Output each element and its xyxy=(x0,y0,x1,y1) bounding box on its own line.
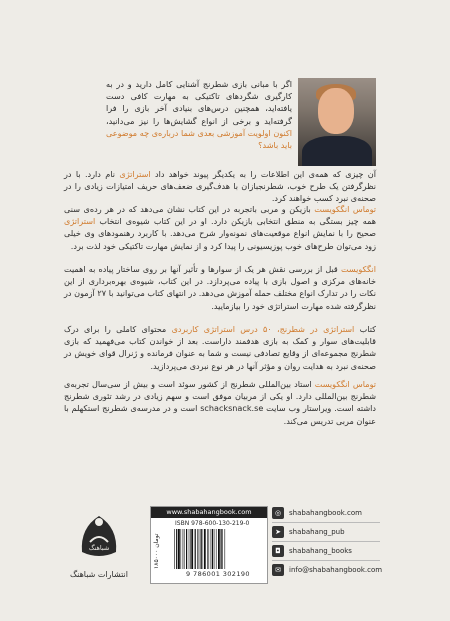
barcode-bar xyxy=(178,529,180,569)
telegram-icon: ➤ xyxy=(272,526,284,538)
social-row-instagram xyxy=(272,542,380,561)
barcode-bars xyxy=(173,529,263,569)
strategy-keyword: استراتژی xyxy=(119,169,151,179)
email-icon: ✉ xyxy=(272,564,284,576)
barcode-bar xyxy=(197,529,198,569)
barcode-bar xyxy=(191,529,193,569)
book-title: استراتژی در شطرنج، ۵۰ درس استراتژی کاربردی xyxy=(171,324,355,334)
intro-paragraph xyxy=(106,78,292,151)
barcode-bar xyxy=(189,529,190,569)
barcode-bar xyxy=(225,529,226,569)
barcode-bar xyxy=(199,529,200,569)
barcode-bar xyxy=(212,529,213,569)
barcode-bar xyxy=(195,529,196,569)
barcode-bar xyxy=(211,529,212,569)
barcode-bar xyxy=(176,529,177,569)
author-face xyxy=(318,88,354,134)
intro-question: اکنون اولویت آموزشی بعدی شما درباره‌ی چه موضوعی باید باشد؟ xyxy=(106,127,292,151)
barcode-number: 9 786001 302190 xyxy=(186,570,250,578)
barcode-bar xyxy=(184,529,185,569)
barcode-bar xyxy=(222,529,223,569)
barcode-bar xyxy=(181,529,182,569)
barcode-bar xyxy=(209,529,210,569)
author-intro-text: بازیکن و مربی باتجربه در این کتاب نشان می‌دهد که در هر رده‌ی سنی همه چیز بستگی به منطق انتخابی بازیکن دارد. او در این کتاب شیوه‌ی انتخاب xyxy=(64,204,376,227)
publisher-name: انتشارات شباهنگ xyxy=(70,570,128,579)
strategy-text: آن چیزی که همه‌ی این اطلاعات را به یکدیگر پیوند خواهد داد xyxy=(150,169,376,179)
strategy-paragraph xyxy=(64,168,376,205)
bio-author-name: توماس انگکویست xyxy=(314,379,377,389)
instagram-icon: ◘ xyxy=(272,545,284,557)
author-surname: انگکویست xyxy=(340,264,376,274)
social-row-web xyxy=(272,504,380,523)
isbn-label: ISBN 978-600-130-219-0 xyxy=(175,520,250,527)
bio-paragraph xyxy=(64,378,376,427)
social-label-web: shabahangbook.com xyxy=(289,509,362,517)
publisher-logo xyxy=(72,508,126,568)
barcode-bar xyxy=(190,529,191,569)
barcode-bar xyxy=(174,529,175,569)
social-label-telegram: shabahang_pub xyxy=(289,528,345,536)
intro-text: اگر با مبانی بازی شطرنج آشنایی کامل دارید و در به کارگیری شگردهای تاکتیکی به مهارت کافی دست یافته‌اید، همچنین درس‌های بنیادی آخر بازی را فرا گرفته‌اید و برخی از انواع گشایش‌ها را نیز می‌دانید، xyxy=(106,79,292,126)
author-name: توماس انگکویست xyxy=(314,204,377,214)
barcode-bar xyxy=(218,529,220,569)
author-jacket xyxy=(302,136,372,166)
author-intro-paragraph xyxy=(64,203,376,252)
barcode-bar xyxy=(201,529,202,569)
book-text-after: محتوای کاملی را برای درک قابلیت‌های سوار و کمک به بازی هدفمند داراست. بعد از خواندن کتاب می‌فهمید که بازی شطرنج مجموعه‌ای از وقایع تصادفی نیست و شما به عنوان فرمانده و ژنرال قوای خویش در صحنه‌ی نبرد به هدایت روان و مؤثر آنها در هر نوع نبردی می‌پردازید. xyxy=(64,324,376,371)
author-intro-text-after: صحیح را با نمایش انواع موقعیت‌های نمونه‌وار شرح می‌دهد. با کاربرد رهنمودهای وی خیلی زود می‌توان طرح‌های خوب پوزیسیونی را پیدا کرد و از نمایش مهارت تاکتیکی خود لذت برد. xyxy=(64,228,376,251)
social-label-email: info@shabahangbook.com xyxy=(289,566,383,574)
book-paragraph xyxy=(64,323,376,372)
web-icon: ◎ xyxy=(272,507,284,519)
barcode-bar xyxy=(200,529,201,569)
publisher-logo-text: شباهنگ xyxy=(88,544,110,552)
strategy-keyword-2: استراتژی xyxy=(64,216,96,227)
content-paragraph xyxy=(64,263,376,312)
barcode-bar xyxy=(183,529,184,569)
barcode-bar xyxy=(186,529,187,569)
author-photo xyxy=(298,78,376,166)
barcode-bar xyxy=(204,529,206,569)
social-row-email xyxy=(272,561,383,579)
publisher-url: www.shabahangbook.com xyxy=(151,507,267,518)
social-links xyxy=(272,504,383,579)
barcode-bar xyxy=(207,529,208,569)
social-row-telegram xyxy=(272,523,380,542)
bio-text: استاد بین‌المللی شطرنج از کشور سوئد است و بیش از سی‌سال تجربه‌ی شطرنج بین‌المللی دارد. او یکی از مربیان موفق است و سهم زیادی در رشد تئوری شطرنج داشته است. ویراستار وب سایت schacksnack.se است و در مدرسه‌ی شطرنج استکهلم با عنوان مربی تدریس می‌کند. xyxy=(64,379,377,426)
book-text: کتاب xyxy=(354,324,376,334)
strategy-text-after: نام دارد. با در نظرگرفتن یک طرح خوب، شطرنجبازان با هدف‌گیری ضعف‌های حریف امتیازات زیادی را در صحنه‌ی نبرد کسب خواهند کرد. xyxy=(64,169,376,204)
barcode-bar xyxy=(216,529,217,569)
content-text: قبل از بررسی نقش هر یک از سوارها و تأثیر آنها بر روی ساختار پیاده به اهمیت خانه‌های مرکزی و اصول بازی با پیاده می‌پردازد. در این کتاب، شیوه‌ی بهره‌برداری از این نکات را در تدارک انواع مختلف حمله آموزش می‌دهد. در انتهای کتاب می‌توانید با ۲۷ آزمون در نظرگرفته شده مهارت استراتژی خود را بیازمایید. xyxy=(64,264,377,311)
barcode-bar xyxy=(214,529,215,569)
price-label: ۱۸۵۰۰۰ تومان xyxy=(153,533,160,569)
social-label-instagram: shabahang_books xyxy=(289,547,352,555)
barcode-bar xyxy=(221,529,222,569)
barcode-panel xyxy=(150,506,268,584)
